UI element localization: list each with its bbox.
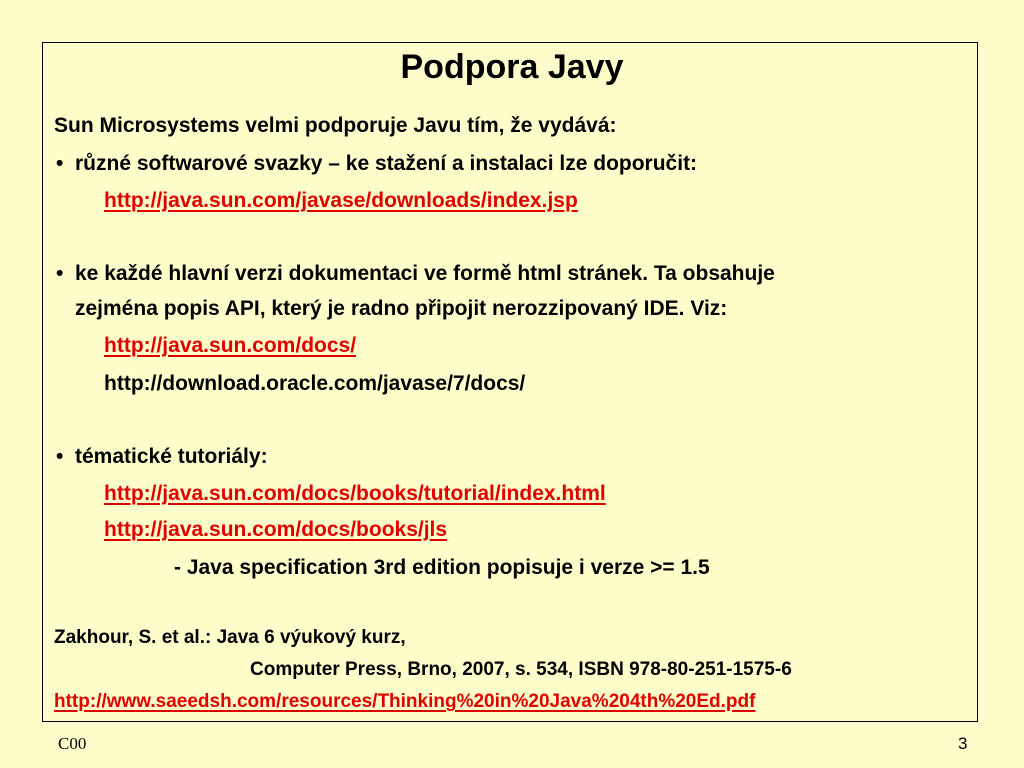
bullet-2: • [56, 262, 64, 285]
reference-line-1: Zakhour, S. et al.: Java 6 výukový kurz, [54, 627, 406, 648]
jls-note: - Java specification 3rd edition popisuje i verze >= 1.5 [174, 556, 710, 579]
intro-text: Sun Microsystems velmi podporuje Javu tím, že vydává: [54, 114, 617, 137]
page-number: 3 [958, 734, 968, 753]
link-java-docs[interactable]: http://java.sun.com/docs/ [104, 334, 357, 357]
slide-title: Podpora Javy [400, 48, 624, 86]
reference-line-2: Computer Press, Brno, 2007, s. 534, ISBN 978-80-251-1575-6 [250, 659, 792, 680]
link-tutorial[interactable]: http://java.sun.com/docs/books/tutorial/index.html [104, 482, 606, 505]
bullet-1: • [56, 152, 64, 175]
oracle-docs-url: http://download.oracle.com/javase/7/docs/ [104, 372, 526, 395]
bullet-3: • [56, 445, 64, 468]
item-1-text: různé softwarové svazky – ke stažení a instalaci lze doporučit: [75, 152, 698, 175]
item-3-text: tématické tutoriály: [75, 445, 268, 468]
item-2-text-line2: zejména popis API, který je radno připojit nerozzipovaný IDE. Viz: [75, 297, 728, 320]
link-javase-downloads[interactable]: http://java.sun.com/javase/downloads/index.jsp [104, 189, 578, 212]
link-jls[interactable]: http://java.sun.com/docs/books/jls [104, 518, 448, 541]
link-thinking-in-java[interactable]: http://www.saeedsh.com/resources/Thinking%20in%20Java%204th%20Ed.pdf [54, 691, 756, 712]
footer-label: C00 [58, 734, 87, 753]
item-2-text-line1: ke každé hlavní verzi dokumentaci ve formě html stránek. Ta obsahuje [75, 262, 775, 285]
